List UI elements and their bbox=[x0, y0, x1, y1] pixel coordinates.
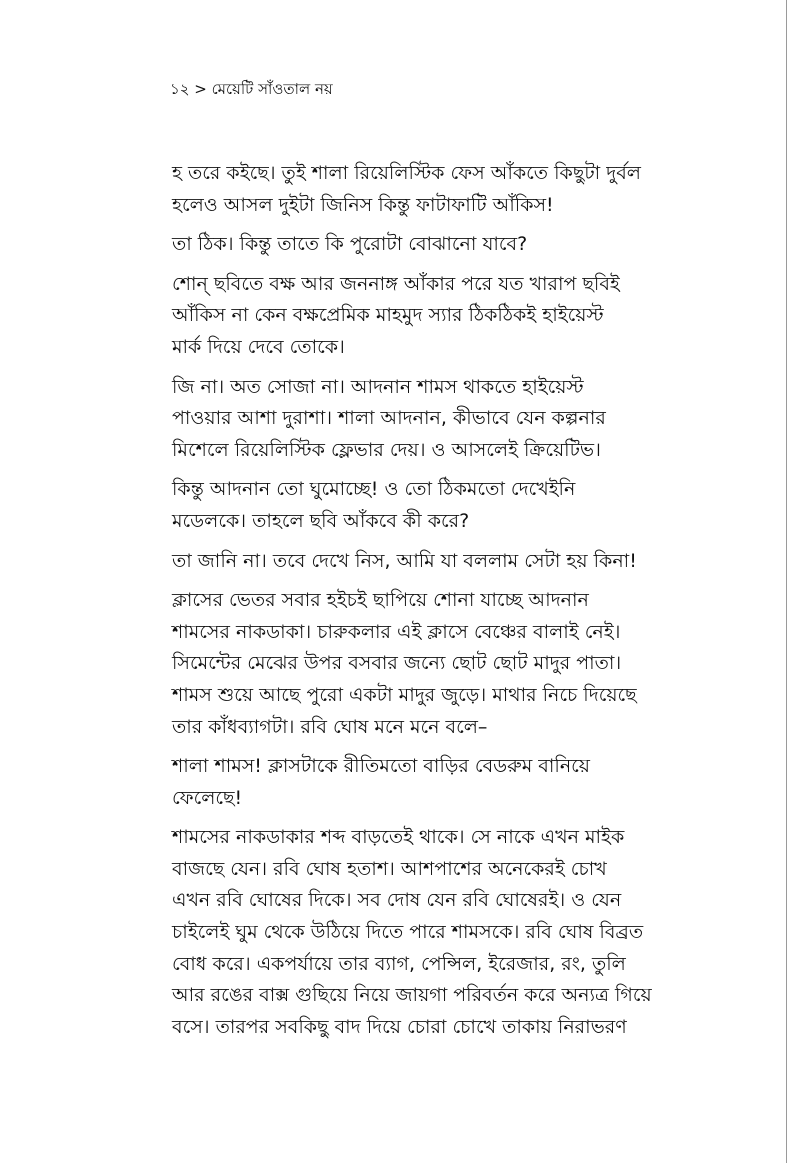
text-line: হলেও আসল দুইটা জিনিস কিন্তু ফাটাফাটি আঁকিস! bbox=[172, 193, 554, 216]
running-head: ১২ > মেয়েটি সাঁওতাল নয় bbox=[170, 80, 333, 98]
text-line: পাওয়ার আশা দুরাশা। শালা আদনান, কীভাবে যেন কল্পনার bbox=[172, 407, 606, 430]
text-line: মিশেলে রিয়েলিস্টিক ফ্লেভার দেয়। ও আসলেই ক্রিয়েটিভ। bbox=[172, 438, 601, 461]
text-line: সিমেন্টের মেঝের উপর বসবার জন্যে ছোট ছোট মাদুর পাতা। bbox=[172, 652, 622, 675]
text-line: তার কাঁধব্যাগটা। রবি ঘোষ মনে মনে বলে– bbox=[172, 715, 488, 738]
text-line: ফেলেছে! bbox=[172, 786, 243, 809]
text-line: কিন্তু আদনান তো ঘুমোচ্ছে! ও তো ঠিকমতো দেখেইনি bbox=[172, 478, 576, 501]
text-line: বোধ করে। একপর্যায়ে তার ব্যাগ, পেন্সিল, ইরেজার, রং, তুলি bbox=[172, 952, 626, 975]
paragraph bbox=[172, 474, 732, 537]
text-line: মডেলকে। তাহলে ছবি আঁকবে কী করে? bbox=[172, 509, 470, 532]
text-line: আঁকিস না কেন বক্ষপ্রেমিক মাহমুদ স্যার ঠিকঠিকই হাইয়েস্ট bbox=[172, 304, 604, 327]
text-line: তা ঠিক। কিন্তু তাতে কি পুরোটা বোঝানো যাবে? bbox=[172, 233, 528, 256]
text-line: শামসের নাকডাকার শব্দ বাড়তেই থাকে। সে নাকে এখন মাইক bbox=[172, 826, 625, 849]
text-line: আর রঙের বাক্স গুছিয়ে নিয়ে জায়গা পরিবর্তন করে অন্যত্র গিয়ে bbox=[172, 984, 652, 1007]
page-body bbox=[172, 158, 732, 1051]
paragraph bbox=[172, 585, 732, 743]
text-line: ক্লাসের ভেতর সবার হইচই ছাপিয়ে শোনা যাচ্ছে আদনান bbox=[172, 589, 589, 612]
paragraph bbox=[172, 546, 732, 578]
text-line: শোন্ ছবিতে বক্ষ আর জননাঙ্গ আঁকার পরে যত খারাপ ছবিই bbox=[172, 272, 620, 295]
paragraph bbox=[172, 158, 732, 221]
paragraph bbox=[172, 269, 732, 364]
text-line: চাইলেই ঘুম থেকে উঠিয়ে দিতে পারে শামসকে। রবি ঘোষ বিব্রত bbox=[172, 921, 644, 944]
text-line: শামস শুয়ে আছে পুরো একটা মাদুর জুড়ে। মাথার নিচে দিয়েছে bbox=[172, 683, 637, 706]
text-line: শামসের নাকডাকা। চারুকলার এই ক্লাসে বেঞ্চের বালাই নেই। bbox=[172, 620, 621, 643]
paragraph bbox=[172, 229, 732, 261]
paragraph bbox=[172, 372, 732, 467]
paragraph bbox=[172, 822, 732, 1043]
text-line: জি না। অত সোজা না। আদনান শামস থাকতে হাইয়েস্ট bbox=[172, 375, 584, 398]
text-line: এখন রবি ঘোষের দিকে। সব দোষ যেন রবি ঘোষেরই। ও যেন bbox=[172, 889, 622, 912]
text-line: তা জানি না। তবে দেখে নিস, আমি যা বললাম সেটা হয় কিনা! bbox=[172, 549, 637, 572]
text-line: মার্ক দিয়ে দেবে তোকে। bbox=[172, 335, 345, 358]
text-line: বাজছে যেন। রবি ঘোষ হতাশ। আশপাশের অনেকেরই চোখ bbox=[172, 857, 607, 880]
text-line: হ তরে কইছে। তুই শালা রিয়েলিস্টিক ফেস আঁকতে কিছুটা দুর্বল bbox=[172, 162, 641, 184]
paragraph bbox=[172, 751, 732, 814]
text-line: শালা শামস! ক্লাসটাকে রীতিমতো বাড়ির বেডরুম বানিয়ে bbox=[172, 755, 590, 778]
text-line: বসে। তারপর সবকিছু বাদ দিয়ে চোরা চোখে তাকায় নিরাভরণ bbox=[172, 1015, 627, 1038]
